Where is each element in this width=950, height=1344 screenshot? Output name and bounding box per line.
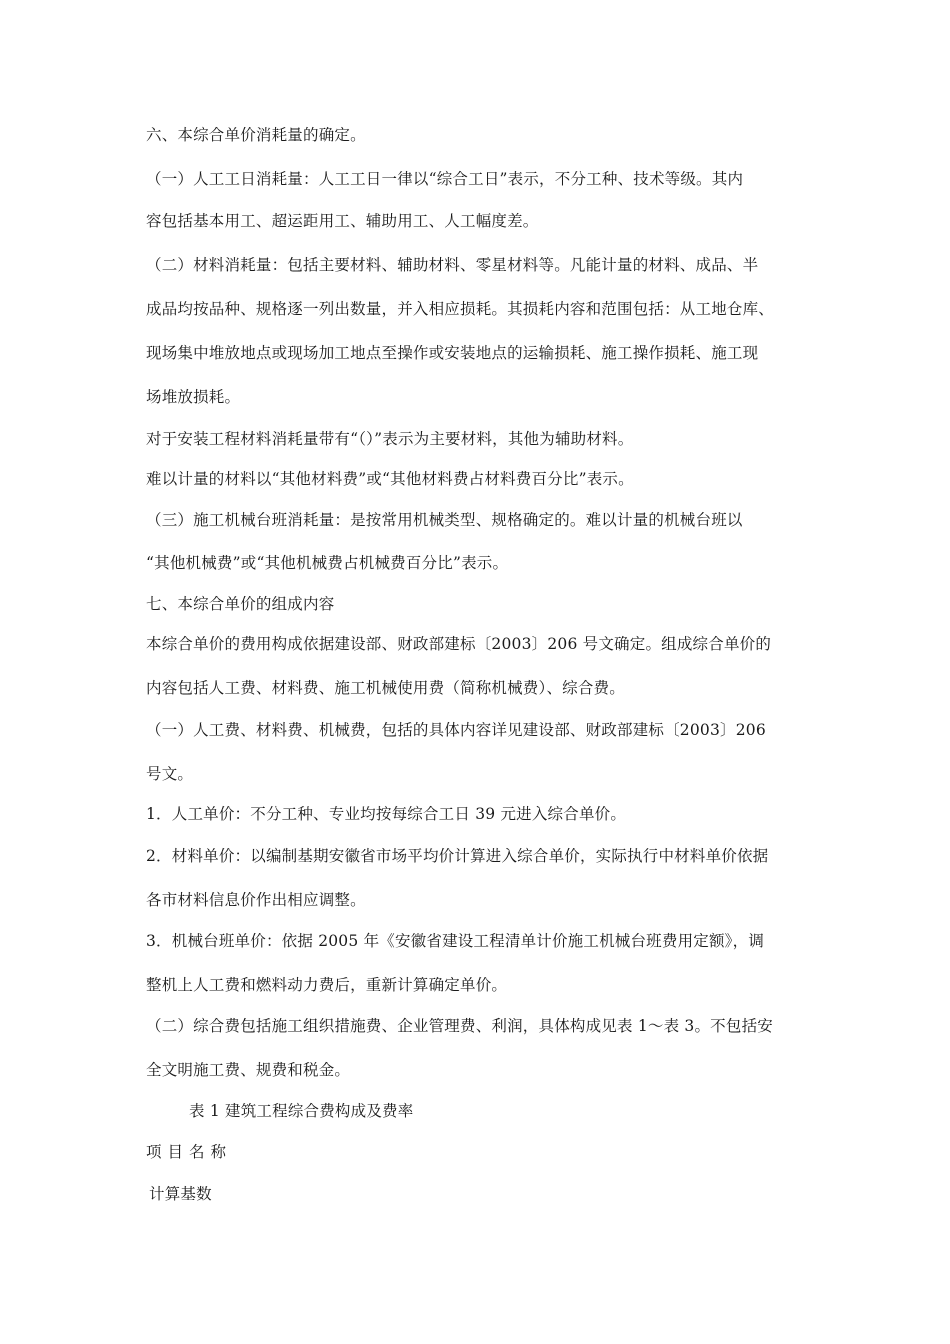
list-item: 2．材料单价：以编制基期安徽省市场平均价计算进入综合单价，实际执行中材料单价依据 <box>146 847 769 865</box>
paragraph-line: （二）材料消耗量：包括主要材料、辅助材料、零星材料等。凡能计量的材料、成品、半 <box>146 256 759 274</box>
section-heading-7: 七、本综合单价的组成内容 <box>146 595 335 613</box>
paragraph-line: （一）人工工日消耗量：人工工日一律以“综合工日”表示，不分工种、技术等级。其内 <box>146 170 744 188</box>
table-title: 表 1 建筑工程综合费构成及费率 <box>189 1102 414 1120</box>
paragraph-line: 场堆放损耗。 <box>146 388 241 406</box>
table-header-project-name: 项目名称 <box>146 1143 233 1161</box>
paragraph-line: 难以计量的材料以“其他材料费”或“其他材料费占材料费百分比”表示。 <box>146 470 634 488</box>
list-item: 1．人工单价：不分工种、专业均按每综合工日 39 元进入综合单价。 <box>146 805 627 823</box>
list-item: 3．机械台班单价：依据 2005 年《安徽省建设工程清单计价施工机械台班费用定额》，调 <box>146 932 765 950</box>
paragraph-line: 本综合单价的费用构成依据建设部、财政部建标〔2003〕206 号文确定。组成综合单价的 <box>146 635 772 653</box>
section-heading-6: 六、本综合单价消耗量的确定。 <box>146 126 366 144</box>
paragraph-line: 现场集中堆放地点或现场加工地点至操作或安装地点的运输损耗、施工操作损耗、施工现 <box>146 344 759 362</box>
paragraph-line: 内容包括人工费、材料费、施工机械使用费（简称机械费）、综合费。 <box>146 679 625 697</box>
paragraph-line: 容包括基本用工、超运距用工、辅助用工、人工幅度差。 <box>146 212 539 230</box>
paragraph-line: （三）施工机械台班消耗量：是按常用机械类型、规格确定的。难以计量的机械台班以 <box>146 511 743 529</box>
paragraph-line: 对于安装工程材料消耗量带有“（）”表示为主要材料，其他为辅助材料。 <box>146 430 634 448</box>
paragraph-line: 成品均按品种、规格逐一列出数量，并入相应损耗。其损耗内容和范围包括：从工地仓库、 <box>146 300 775 318</box>
paragraph-line: （一）人工费、材料费、机械费，包括的具体内容详见建设部、财政部建标〔2003〕206 <box>146 721 766 739</box>
paragraph-line: 各市材料信息价作出相应调整。 <box>146 891 366 909</box>
table-header-calc-base: 计算基数 <box>149 1185 212 1203</box>
paragraph-line: 号文。 <box>146 765 194 783</box>
paragraph-line: “其他机械费”或“其他机械费占机械费百分比”表示。 <box>146 554 509 572</box>
paragraph-line: 全文明施工费、规费和税金。 <box>146 1061 351 1079</box>
paragraph-line: （二）综合费包括施工组织措施费、企业管理费、利润，具体构成见表 1～表 3。不包括安 <box>146 1017 773 1035</box>
paragraph-line: 整机上人工费和燃料动力费后，重新计算确定单价。 <box>146 976 508 994</box>
